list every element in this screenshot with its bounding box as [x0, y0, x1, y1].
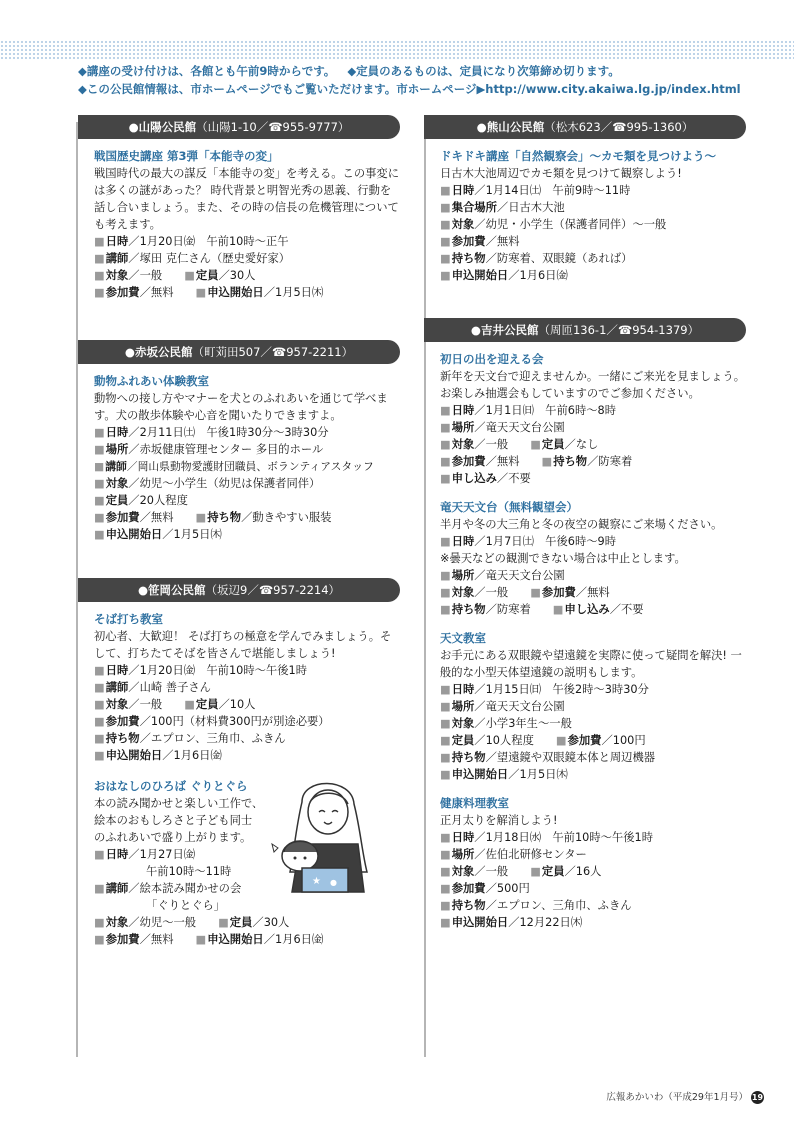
- event-date: ■日時／1月15日㈰ 午後2時～3時30分: [440, 683, 649, 696]
- event-apply: ■申込開始日／1月5日㈭: [440, 768, 568, 781]
- event-date: ■日時／1月27日㈮: [94, 848, 196, 861]
- event-fee: ■参加費／無料: [440, 235, 520, 248]
- event-title: 天文教室: [440, 631, 486, 645]
- event-bring: ■持ち物／エプロン、三角巾、ふきん: [440, 899, 632, 912]
- event-description: 正月太りを解消しよう!: [440, 814, 558, 827]
- event-fee: ■参加費／100円（材料費300円が別途必要）: [94, 715, 330, 728]
- page-number: 19: [751, 1093, 764, 1102]
- event-title: おはなしのひろば ぐりとぐら: [94, 779, 248, 793]
- event-date: ■日時／1月14日㈯ 午前9時～11時: [440, 184, 631, 197]
- sanyo-header: ●山陽公民館（山陽1-10／☎955-9777）: [78, 115, 400, 139]
- event-apply: ■申込開始日／1月6日㈮: [440, 269, 568, 282]
- event-bring: ■持ち物／望遠鏡や双眼鏡本体と周辺機器: [440, 751, 656, 764]
- event-description: 半月や冬の大三角と冬の夜空の観察にご来場ください。: [440, 518, 723, 531]
- reading-woman-child-illustration: [262, 772, 382, 902]
- event-title: 戦国歴史講座 第3弾「本能寺の変」: [94, 149, 279, 163]
- left-column: [78, 115, 400, 946]
- event-title: 初日の出を迎える会: [440, 352, 544, 366]
- event-target-capacity: ■対象／一般 ■定員／16人: [440, 865, 602, 878]
- event-capacity: ■定員／20人程度: [94, 494, 188, 507]
- footer-publication: 広報あかいわ（平成29年1月号）: [606, 1092, 748, 1103]
- event-place: ■場所／赤坂健康管理センター 多目的ホール: [94, 443, 324, 456]
- sasaoka-event-1: [78, 611, 400, 764]
- event-bring-apply: ■持ち物／防寒着 ■申し込み／不要: [440, 603, 644, 616]
- yoshii-event-2: [424, 499, 746, 618]
- event-apply: ■申込開始日／12月22日㈭: [440, 916, 583, 929]
- event-date: ■日時／1月7日㈯ 午後6時～9時: [440, 535, 617, 548]
- event-time: 午前10時～11時: [146, 865, 232, 878]
- event-place: ■場所／竜天天文台公園: [440, 700, 565, 713]
- event-bring: ■持ち物／防寒着、双眼鏡（あれば）: [440, 252, 633, 265]
- event-bring: ■持ち物／エプロン、三角巾、ふきん: [94, 732, 286, 745]
- event-target-fee: ■対象／一般 ■参加費／無料: [440, 586, 610, 599]
- event-place: ■場所／佐伯北研修センター: [440, 848, 587, 861]
- event-title: 動物ふれあい体験教室: [94, 374, 209, 388]
- kumayama-event: [424, 148, 746, 284]
- event-meeting-place: ■集合場所／日古木大池: [440, 201, 565, 214]
- yoshii-section: [424, 318, 746, 931]
- akasaka-event: [78, 373, 400, 543]
- event-date: ■日時／1月18日㈬ 午前10時～午後1時: [440, 831, 653, 844]
- event-description-3: のふれあいで盛り上がります。: [94, 831, 252, 844]
- sanyo-section: [78, 115, 400, 301]
- event-target-capacity: ■対象／一般 ■定員／30人: [94, 269, 256, 282]
- sasaoka-header: ●笹岡公民館（坂辺9／☎957-2214）: [78, 578, 400, 602]
- event-description: 戦国時代の最大の謀反「本能寺の変」を考える。この事変には多くの謎があった？ 時代背景と明智光秀の恩義、行動を話し合いましょう。また、その時の信長の危機管理についても考えます。: [94, 167, 400, 231]
- event-target-capacity: ■対象／一般 ■定員／10人: [94, 698, 256, 711]
- event-target: ■対象／小学3年生～一般: [440, 717, 572, 730]
- event-place: ■場所／竜天天文台公園: [440, 569, 565, 582]
- event-apply: ■申込開始日／1月5日㈭: [94, 528, 222, 541]
- event-title: そば打ち教室: [94, 612, 163, 626]
- yoshii-header: ●吉井公民館（周匝136-1／☎954-1379）: [424, 318, 746, 342]
- event-apply: ■申込開始日／1月6日㈮: [94, 749, 222, 762]
- event-fee-apply: ■参加費／無料 ■申込開始日／1月5日㈭: [94, 286, 324, 299]
- event-lecturer: ■講師／岡山県動物愛護財団職員、ボランティアスタッフ: [94, 460, 374, 473]
- event-description: 新年を天文台で迎えませんか。一緒にご来光を見ましょう。お楽しみ抽選会もしていますのでご参加ください。: [440, 370, 746, 400]
- yoshii-event-3: [424, 630, 746, 783]
- event-lecturer: ■講師／絵本読み聞かせの会: [94, 882, 242, 895]
- event-lecturer: ■講師／山崎 善子さん: [94, 681, 211, 694]
- event-apply: ■申し込み／不要: [440, 472, 531, 485]
- notice-line-2: ◆この公民館情報は、市ホームページでもご覧いただけます。市ホームページ▶http://www.city.akaiwa.lg.jp/index.html: [78, 82, 741, 96]
- event-fee-bring: ■参加費／無料 ■持ち物／動きやすい服装: [94, 511, 332, 524]
- event-fee-bring: ■参加費／無料 ■持ち物／防寒着: [440, 455, 633, 468]
- event-fee: ■参加費／500円: [440, 882, 530, 895]
- event-target-capacity: ■対象／幼児～一般 ■定員／30人: [94, 916, 290, 929]
- event-place: ■場所／竜天天文台公園: [440, 421, 565, 434]
- event-description: 日古木大池周辺でカモ類を見つけて観察しよう!: [440, 167, 682, 180]
- event-date: ■日時／1月20日㈮ 午前10時～午後1時: [94, 664, 307, 677]
- event-lecturer: ■講師／塚田 克仁さん（歴史愛好家）: [94, 252, 291, 265]
- event-target: ■対象／幼児・小学生（保護者同伴）～一般: [440, 218, 667, 231]
- event-note: ※曇天などの観測できない場合は中止とします。: [440, 552, 686, 565]
- event-description: 動物への接し方やマナーを犬とのふれあいを通じて学べます。犬の散歩体験や心音を聞いたりできますよ。: [94, 392, 388, 422]
- event-date: ■日時／2月11日㈯ 午後1時30分～3時30分: [94, 426, 329, 439]
- kumayama-section: [424, 115, 746, 284]
- sanyo-event: [78, 148, 400, 301]
- event-target-capacity: ■対象／一般 ■定員／なし: [440, 438, 599, 451]
- event-date: ■日時／1月20日㈮ 午前10時～正午: [94, 235, 289, 248]
- event-fee-apply: ■参加費／無料 ■申込開始日／1月6日㈮: [94, 933, 324, 946]
- event-capacity-fee: ■定員／10人程度 ■参加費／100円: [440, 734, 646, 747]
- event-title: 健康料理教室: [440, 796, 509, 810]
- dotted-header-band: [0, 40, 794, 60]
- event-description-1: 本の読み聞かせと楽しい工作で、: [94, 797, 264, 810]
- svg-text:●: ●: [330, 878, 337, 887]
- page-footer: [606, 1089, 764, 1104]
- kumayama-header: ●熊山公民館（松木623／☎995-1360）: [424, 115, 746, 139]
- event-description-2: 絵本のおもしろさと子ども同士: [94, 814, 253, 827]
- event-description: お手元にある双眼鏡や望遠鏡を実際に使って疑問を解決! 一般的な小型天体望遠鏡の説明もします。: [440, 649, 742, 679]
- event-title: ドキドキ講座「自然観察会」～カモ類を見つけよう～: [440, 149, 716, 163]
- notice-box: [78, 62, 778, 98]
- akasaka-header: ●赤坂公民館（町苅田507／☎957-2211）: [78, 340, 400, 364]
- right-column: [424, 115, 746, 929]
- svg-text:★: ★: [312, 876, 321, 887]
- yoshii-event-1: [424, 351, 746, 487]
- event-date: ■日時／1月1日㈰ 午前6時～8時: [440, 404, 617, 417]
- yoshii-event-4: [424, 795, 746, 931]
- event-target: ■対象／幼児～小学生（幼児は保護者同伴）: [94, 477, 321, 490]
- event-title: 竜天天文台（無料観望会）: [440, 500, 578, 514]
- event-lecturer-group: 「ぐりとぐら」: [146, 899, 226, 912]
- notice-line-1: ◆講座の受け付けは、各館とも午前9時からです。 ◆定員のあるものは、定員になり次第締め切ります。: [78, 64, 620, 78]
- akasaka-section: [78, 340, 400, 543]
- event-description: 初心者、大歓迎！ そば打ちの極意を学んでみましょう。そして、打ちたてそばを皆さんで堪能しましょう!: [94, 630, 392, 660]
